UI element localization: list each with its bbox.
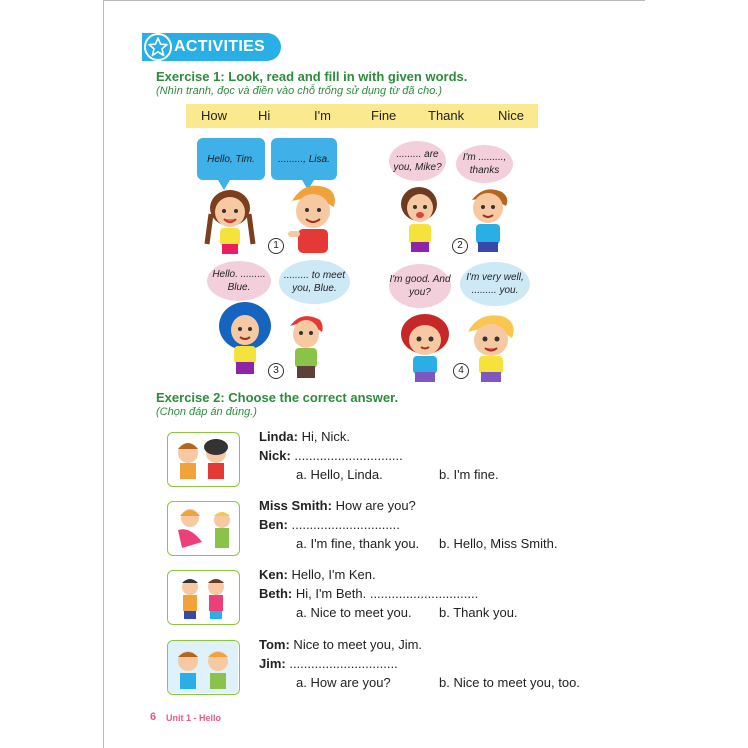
item2-picture xyxy=(167,501,240,556)
item2-option-b[interactable]: b. Hello, Miss Smith. xyxy=(439,536,558,551)
boy-mike-illustration xyxy=(462,184,514,254)
item4-option-b[interactable]: b. Nice to meet you, too. xyxy=(439,675,580,690)
exercise2-title: Exercise 2: Choose the correct answer. xyxy=(156,390,399,405)
word-im: I'm xyxy=(314,108,331,123)
girl-lisa-illustration xyxy=(203,184,258,256)
item3-option-a[interactable]: a. Nice to meet you. xyxy=(296,605,412,620)
word-thank: Thank xyxy=(428,108,465,123)
panel1-left-bubble: Hello, Tim. xyxy=(197,138,265,180)
item1-option-a[interactable]: a. Hello, Linda. xyxy=(296,467,383,482)
panel2-right-bubble: I'm ........., thanks xyxy=(456,145,513,183)
panel4-right-bubble: I'm very well, ......... you. xyxy=(460,262,530,306)
item3-line1: Ken: Hello, I'm Ken. xyxy=(259,567,376,582)
page-border-left xyxy=(103,0,104,748)
panel-number-4: 4 xyxy=(453,363,469,379)
word-nice: Nice xyxy=(498,108,525,123)
item3-option-b[interactable]: b. Thank you. xyxy=(439,605,518,620)
word-hi: Hi xyxy=(258,108,271,123)
unit-label: Unit 1 - Hello xyxy=(166,713,222,723)
exercise2-subtitle: (Chọn đáp án đúng.) xyxy=(156,406,257,418)
star-icon xyxy=(144,33,172,61)
boy-illustration xyxy=(284,312,328,382)
exercise1-subtitle: (Nhìn tranh, đọc và điền vào chỗ trống sử dụng từ đã cho.) xyxy=(156,85,443,97)
item1-line2: Nick: .............................. xyxy=(259,448,403,463)
item4-picture xyxy=(167,640,240,695)
page-number: 6 xyxy=(150,711,157,723)
item3-picture xyxy=(167,570,240,625)
girl-illustration xyxy=(396,312,454,384)
panel4-left-bubble: I'm good. And you? xyxy=(389,264,451,308)
item1-picture xyxy=(167,432,240,487)
item1-line1: Linda: Hi, Nick. xyxy=(259,429,350,444)
boy-tim-illustration xyxy=(284,181,340,256)
panel3-left-bubble: Hello. ......... Blue. xyxy=(207,261,271,301)
item1-option-b[interactable]: b. I'm fine. xyxy=(439,467,499,482)
girl-illustration xyxy=(395,184,445,254)
item2-line1: Miss Smith: How are you? xyxy=(259,498,416,513)
boy-illustration xyxy=(462,312,520,384)
panel1-right-bubble: ........., Lisa. xyxy=(271,138,337,180)
panel-number-1: 1 xyxy=(268,238,284,254)
item4-line1: Tom: Nice to meet you, Jim. xyxy=(259,637,423,652)
panel-number-2: 2 xyxy=(452,238,468,254)
section-title: ACTIVITIES xyxy=(174,38,266,55)
item4-line2: Jim: .............................. xyxy=(259,656,398,671)
item2-line2: Ben: .............................. xyxy=(259,517,400,532)
girl-blue-illustration xyxy=(216,300,274,380)
panel2-left-bubble: ......... are you, Mike? xyxy=(389,141,446,181)
word-how: How xyxy=(201,108,228,123)
panel-number-3: 3 xyxy=(268,363,284,379)
panel3-right-bubble: ......... to meet you, Blue. xyxy=(279,260,350,304)
item2-option-a[interactable]: a. I'm fine, thank you. xyxy=(296,536,420,551)
item3-line2: Beth: Hi, I'm Beth. .............................. xyxy=(259,586,479,601)
word-fine: Fine xyxy=(371,108,397,123)
word-bank xyxy=(186,104,538,128)
item4-option-a[interactable]: a. How are you? xyxy=(296,675,391,690)
exercise1-title: Exercise 1: Look, read and fill in with given words. xyxy=(156,69,468,84)
page-border-top xyxy=(103,0,645,1)
